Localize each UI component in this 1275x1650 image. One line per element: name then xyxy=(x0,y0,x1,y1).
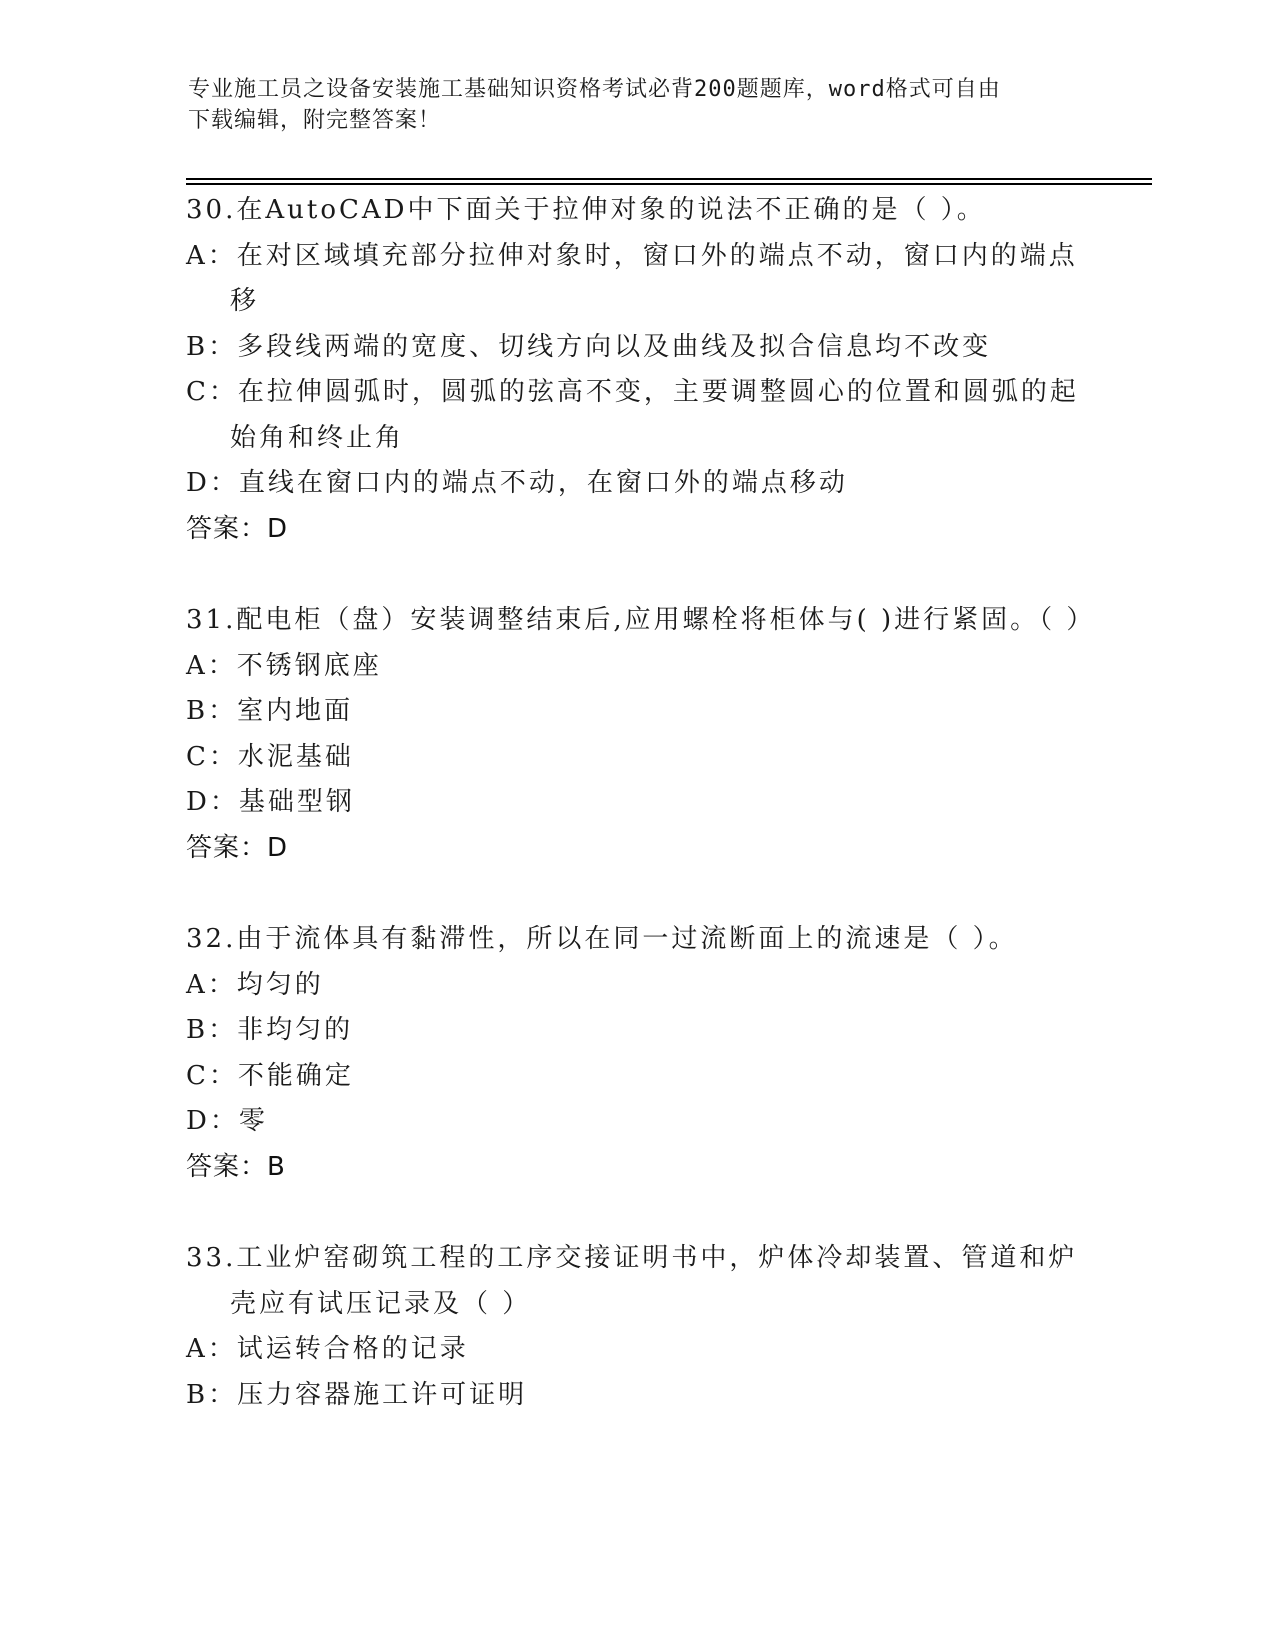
option-c: C：水泥基础 xyxy=(186,741,354,772)
option-c: C：在拉伸圆弧时，圆弧的弦高不变，主要调整圆心的位置和圆弧的起始角和终止角 xyxy=(186,377,1079,453)
option-b: B：非均匀的 xyxy=(186,1015,354,1045)
option-a: A：不锈钢底座 xyxy=(186,650,382,681)
question-stem: 32.由于流体具有黏滞性，所以在同一过流断面上的流速是（ ）。 xyxy=(186,924,1018,954)
header-line-2: 下载编辑，附完整答案！ xyxy=(188,108,442,133)
option-b: B：压力容器施工许可证明 xyxy=(186,1379,528,1410)
option-c: C：不能确定 xyxy=(186,1060,354,1091)
question-32 xyxy=(186,917,1086,1190)
option-b: B：多段线两端的宽度、切线方向以及曲线及拟合信息均不改变 xyxy=(186,331,992,362)
question-list xyxy=(186,188,1096,1464)
answer: 答案：D xyxy=(186,832,289,863)
answer: 答案：B xyxy=(186,1151,286,1182)
header-line-1: 专业施工员之设备安装施工基础知识资格考试必背200题题库，word格式可自由 xyxy=(188,77,1001,102)
question-stem: 31.配电柜（盘）安装调整结束后,应用螺栓将柜体与( )进行紧固。（ ） xyxy=(186,605,1096,635)
question-stem: 30.在AutoCAD中下面关于拉伸对象的说法不正确的是（ ）。 xyxy=(186,195,986,225)
question-stem: 33.工业炉窑砌筑工程的工序交接证明书中，炉体冷却装置、管道和炉壳应有试压记录及（ ） xyxy=(186,1243,1078,1319)
option-d: D：基础型钢 xyxy=(186,787,355,817)
option-d: D：零 xyxy=(186,1106,268,1136)
header-divider-top xyxy=(186,178,1152,180)
question-31 xyxy=(186,598,1096,871)
document-header xyxy=(188,74,1088,136)
option-a: A：试运转合格的记录 xyxy=(186,1334,469,1364)
answer: 答案：D xyxy=(186,513,289,544)
option-b: B：室内地面 xyxy=(186,696,354,726)
option-d: D：直线在窗口内的端点不动，在窗口外的端点移动 xyxy=(186,468,848,498)
option-a: A：均匀的 xyxy=(186,969,324,1000)
question-30 xyxy=(186,188,1086,552)
question-33 xyxy=(186,1236,1086,1418)
option-a: A：在对区域填充部分拉伸对象时，窗口外的端点不动，窗口内的端点移 xyxy=(186,240,1078,316)
header-divider-bottom xyxy=(186,183,1152,185)
